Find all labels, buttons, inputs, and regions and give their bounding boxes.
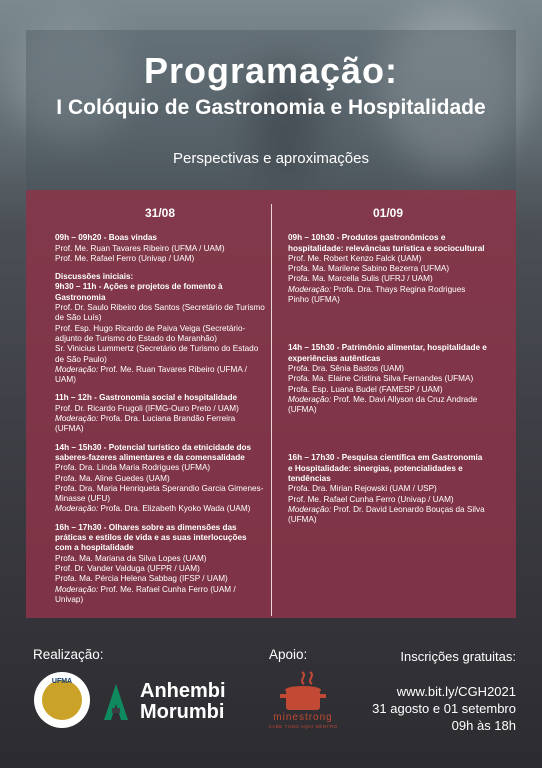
speaker: Prof. Dr. Saulo Ribeiro dos Santos (Secretário de Turismo de São Luís) — [55, 303, 265, 323]
page-title: Programação: — [143, 50, 399, 91]
column-divider — [271, 204, 272, 616]
speaker: Sr. Vinicius Lummertz (Secretário de Turismo do Estado de São Paulo) — [55, 344, 259, 364]
speaker: Profa. Ma. Marilene Sabino Bezerra (UFMA) — [288, 264, 450, 274]
event-title: I Colóquio de Gastronomia e Hospitalidade — [56, 96, 486, 119]
am-line1: Anhembi — [140, 680, 226, 702]
moderator: Prof. Me. Davi Allyson da Cruz Andrade (UFMA) — [288, 394, 478, 415]
speaker: Profa. Ma. Elaine Cristina Silva Fernandes (UFMA) — [288, 374, 474, 384]
moderation-label: Moderação: — [55, 364, 99, 374]
realizacao-label: Realização: — [33, 647, 104, 662]
moderator: Prof. Me. Ruan Tavares Ribeiro (UFMA / UAM) — [55, 364, 247, 385]
inscricoes-label: Inscrições gratuitas: — [400, 649, 516, 664]
day2-date: 01/09 — [372, 206, 404, 220]
pot-icon — [278, 670, 328, 716]
session-time: 09h – 09h20 - Boas vindas — [55, 233, 157, 243]
day1-session-3 — [55, 393, 265, 434]
moderation-label: Moderação: — [288, 284, 332, 294]
speaker: Profa. Dra. Linda Maria Rodrigues (UFMA) — [55, 463, 211, 473]
minestrong-wordmark: minestrong — [273, 712, 333, 723]
event-hours: 09h às 18h — [451, 718, 516, 733]
speaker: Profa. Ma. Pércia Helena Sabbag (IFSP / UAM) — [55, 574, 228, 584]
ufma-logo-text: UFMA — [51, 678, 73, 685]
speaker: Profa. Dra. Maria Henriqueta Sperandio Garcia Gimenes-Minasse (UFU) — [55, 483, 264, 504]
moderation-label: Moderação: — [55, 504, 99, 514]
session-time: 11h – 12h - Gastronomia social e hospitalidade — [55, 393, 238, 403]
ufma-seal-icon — [42, 680, 82, 720]
moderator: Prof. Dr. David Leonardo Bouças da Silva (UFMA) — [288, 504, 485, 525]
day2-session-1 — [288, 233, 488, 305]
moderator: Profa. Dra. Thays Regina Rodrigues Pinho (UFMA) — [288, 284, 466, 305]
speaker: Prof. Esp. Hugo Ricardo de Paiva Veiga (Secretário-adjunto de Turismo do Estado do Maranhão) — [55, 323, 246, 343]
day2-session-2 — [288, 343, 488, 415]
session-time: 09h – 10h30 - Produtos gastronômicos e hospitalidade: relevâncias turística e sociocultural — [288, 233, 485, 253]
speaker: Profa. Dra. Sênia Bastos (UAM) — [288, 363, 405, 373]
speaker: Profa. Dra. Mirian Rejowski (UAM / USP) — [288, 484, 437, 494]
speaker: Profa. Ma. Aline Guedes (UAM) — [55, 473, 170, 483]
session-time: 14h – 15h30 - Patrimônio alimentar, hospitalidade e experiências autênticas — [288, 343, 487, 363]
speaker: Profa. Ma. Mariana da Silva Lopes (UAM) — [55, 553, 207, 563]
moderation-label: Moderação: — [55, 414, 99, 424]
speaker: Prof. Me. Rafael Cunha Ferro (Univap / UAM) — [288, 494, 454, 504]
speaker: Prof. Me. Robert Kenzo Falck (UAM) — [288, 253, 422, 263]
moderator: Prof. Me. Rafael Cunha Ferro (UAM / Univap) — [55, 584, 236, 604]
session-time: 14h – 15h30 - Potencial turístico da etnicidade dos saberes-fazeres alimentares e da comensalidade — [55, 442, 252, 462]
speaker: Prof. Dr. Ricardo Frugoli (IFMG-Ouro Preto / UAM) — [55, 403, 239, 413]
registration-url[interactable]: www.bit.ly/CGH2021 — [396, 684, 516, 699]
day2-column — [288, 208, 488, 534]
speaker: Profa. Ma. Marcella Sulis (UFRJ / UAM) — [288, 274, 433, 284]
day1-column — [55, 208, 265, 613]
speaker: Prof. Me. Ruan Tavares Ribeiro (UFMA / UAM) — [55, 243, 225, 253]
session-heading: Discussões iniciais: — [55, 272, 134, 282]
session-time: 16h – 17h30 - Olhares sobre as dimensões das práticas e estilos de vida e as suas interlocuções com a hospitalidade — [55, 522, 247, 553]
event-dates: 31 agosto e 01 setembro — [372, 701, 516, 716]
minestrong-tagline: CABE TUDO AQUI DENTRO — [268, 724, 338, 729]
day1-session-2 — [55, 272, 265, 385]
moderator: Profa. Dra. Luciana Brandão Ferreira (UFMA) — [55, 414, 236, 434]
speaker: Profa. Esp. Luana Budel (FAMESP / UAM) — [288, 384, 443, 394]
speaker: Prof. Dr. Vander Valduga (UFPR / UAM) — [55, 563, 200, 573]
day2-session-3 — [288, 453, 488, 525]
moderation-label: Moderação: — [288, 504, 332, 514]
am-line2: Morumbi — [140, 701, 225, 723]
session-time: 16h – 17h30 - Pesquisa científica em Gastronomia e Hospitalidade: sinergias, potencialidades e tendências — [288, 453, 483, 484]
day1-session-5 — [55, 523, 265, 605]
day1-session-4 — [55, 443, 265, 515]
anhembi-morumbi-logo-icon — [100, 682, 132, 722]
ufma-logo — [34, 672, 90, 728]
apoio-label: Apoio: — [269, 647, 308, 662]
event-subtitle: Perspectivas e aproximações — [173, 150, 369, 167]
moderation-label: Moderação: — [288, 394, 332, 404]
anhembi-morumbi-wordmark — [140, 681, 226, 723]
day1-session-1 — [55, 233, 265, 264]
day1-date: 31/08 — [144, 206, 176, 220]
session-time: 9h30 – 11h - Ações e projetos de fomento à Gastronomia — [55, 282, 223, 302]
moderation-label: Moderação: — [55, 584, 99, 594]
moderator: Profa. Dra. Elizabeth Kyoko Wada (UAM) — [100, 504, 251, 514]
speaker: Prof. Me. Rafael Ferro (Univap / UAM) — [55, 253, 195, 263]
